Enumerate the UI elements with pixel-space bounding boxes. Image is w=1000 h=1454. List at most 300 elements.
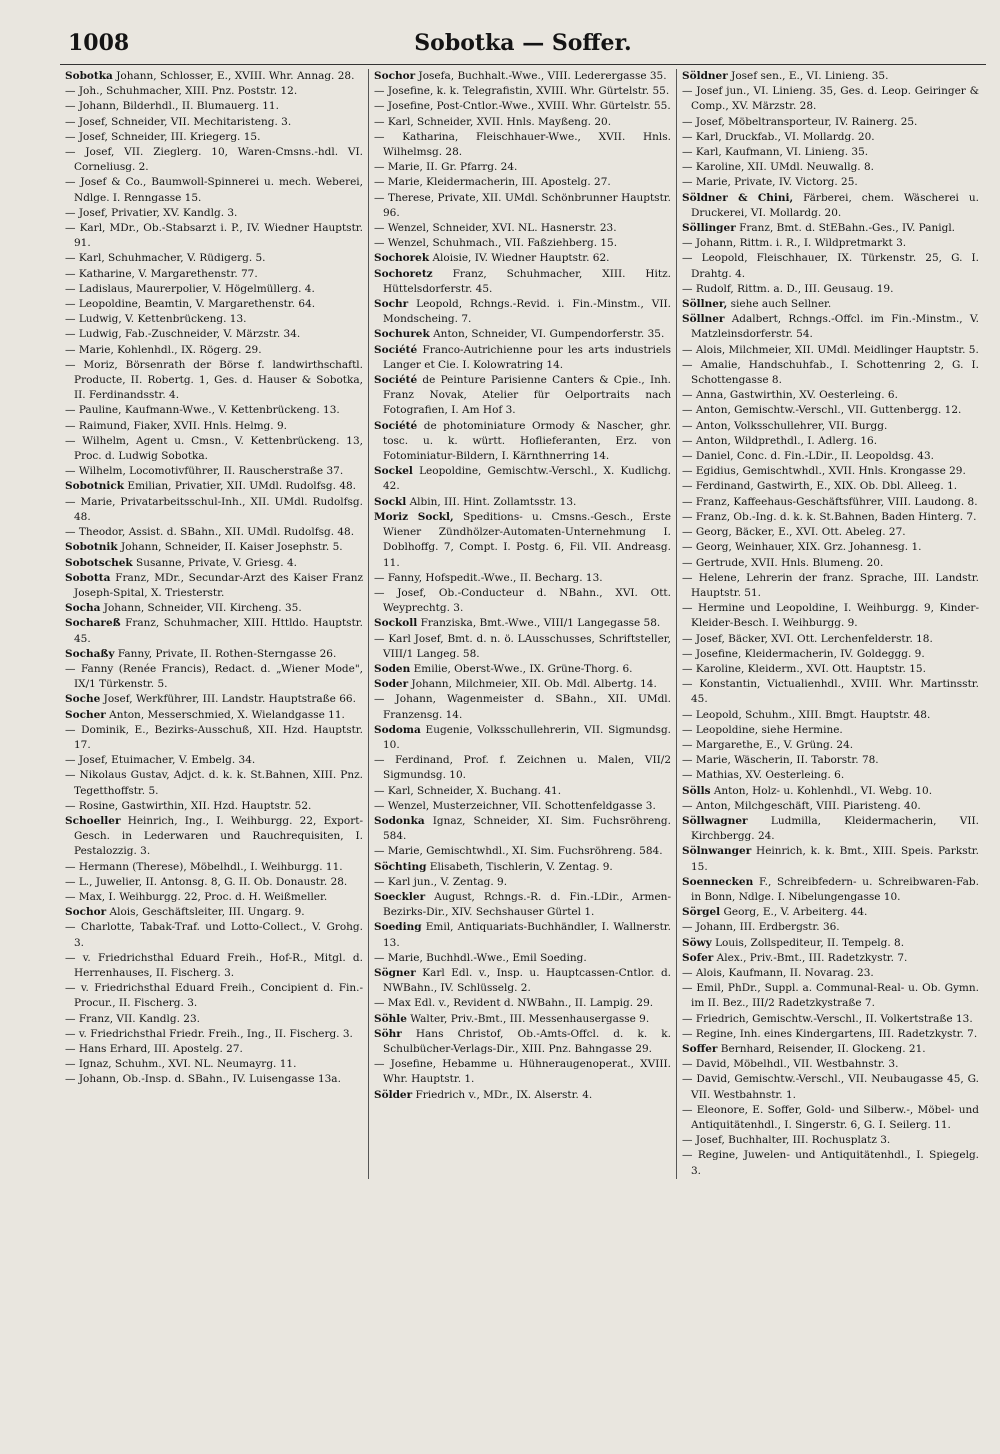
directory-entry — [374, 571, 671, 586]
directory-entry — [374, 464, 671, 494]
directory-entry — [682, 145, 979, 160]
entry-surname: Sögner — [374, 966, 416, 979]
entry-text: — Leopold, Schuhm., XIII. Bmgt. Hauptstr. 48. — [682, 708, 931, 721]
column-2 — [368, 69, 676, 1179]
directory-entry — [65, 267, 363, 282]
entry-text: — Josef jun., VI. Linieng. 35, Ges. d. Leop. Geiringer & Comp., XV. Märzstr. 28. — [682, 85, 979, 113]
entry-text: — Marie, Gemischtwhdl., XI. Sim. Fuchsröhreng. 584. — [374, 845, 663, 858]
directory-entry — [65, 130, 363, 145]
directory-entry — [682, 464, 979, 479]
directory-entry — [65, 890, 363, 905]
directory-entry — [374, 1057, 671, 1087]
entry-text: — Karl, Schneider, X. Buchang. 41. — [374, 784, 562, 797]
entry-surname: Sodonka — [374, 814, 425, 827]
entry-text: — Ferdinand, Gastwirth, E., XIX. Ob. Dbl. Alleeg. 1. — [682, 480, 958, 493]
entry-surname: Sochaßy — [65, 647, 115, 660]
directory-entry — [682, 449, 979, 464]
entry-text: — v. Friedrichsthal Friedr. Freih., Ing., II. Fischerg. 3. — [65, 1027, 353, 1040]
directory-entry — [682, 358, 979, 388]
entry-surname: Sölder — [374, 1088, 413, 1101]
entry-text: Leopold, Rchngs.-Revid. i. Fin.-Minstm., VII. Mondscheing. 7. — [383, 298, 671, 326]
directory-entry — [374, 799, 671, 814]
directory-entry — [65, 647, 363, 662]
directory-entry — [374, 586, 671, 616]
entry-text: — Max Edl. v., Revident d. NWBahn., II. Lampig. 29. — [374, 997, 654, 1010]
entry-surname: Société — [374, 374, 418, 387]
directory-entry — [682, 662, 979, 677]
entry-text: — Anton, Milchgeschäft, VIII. Piaristeng. 40. — [682, 799, 921, 812]
entry-text: — Marie, Private, IV. Victorg. 25. — [682, 176, 858, 189]
entry-text: — Raimund, Fiaker, XVII. Hnls. Helmg. 9. — [65, 419, 287, 432]
directory-entry — [682, 69, 979, 84]
entry-text: — Leopold, Fleischhauer, IX. Türkenstr. 25, G. I. Drahtg. 4. — [682, 252, 979, 280]
entry-text: — Katharina, Fleischhauer-Wwe., XVII. Hnls. Wilhelmsg. 28. — [374, 130, 671, 159]
directory-entry — [374, 130, 671, 160]
entry-text: Hans Christof, Ob.-Amts-Offcl. d. k. k. Schulbücher-Verlags-Dir., XIII. Pnz. Bahngasse 29. — [383, 1027, 671, 1055]
directory-entry — [65, 495, 363, 525]
entry-text: Emilie, Oberst-Wwe., IX. Grüne-Thorg. 6. — [413, 662, 633, 675]
directory-entry — [374, 69, 671, 84]
entry-text: de Peinture Parisienne Canters & Cpie., Inh. Franz Novak, Atelier für Oelportraits nach Fotografien, I. Am Hof 3. — [383, 374, 672, 417]
entry-text: Aloisie, IV. Wiedner Hauptstr. 62. — [432, 252, 610, 265]
directory-entry — [682, 768, 979, 783]
entry-surname: Söldner & Chini, — [682, 191, 794, 204]
entry-text: — Anton, Volksschullehrer, VII. Burgg. — [682, 419, 888, 432]
entry-text: — Friedrich, Gemischtw.-Verschl., II. Volkertstraße 13. — [682, 1012, 973, 1025]
directory-entry — [374, 115, 671, 130]
directory-entry — [65, 145, 363, 175]
directory-entry — [682, 1042, 979, 1057]
entry-text: Walter, Priv.-Bmt., III. Messenhausergasse 9. — [410, 1012, 650, 1025]
entry-text: Louis, Zollspediteur, II. Tempelg. 8. — [715, 936, 905, 949]
entry-surname: Söldner — [682, 70, 728, 82]
entry-text: Franz, Bmt. d. StEBahn.-Ges., IV. Panigl. — [739, 222, 956, 235]
entry-text: Emil, Antiquariats-Buchhändler, I. Wallnerstr. 13. — [383, 921, 671, 949]
directory-entry — [374, 951, 671, 966]
directory-entry — [682, 297, 979, 312]
directory-entry — [374, 221, 671, 236]
directory-entry — [682, 1057, 979, 1072]
entry-text: — Wilhelm, Locomotivführer, II. Rauscherstraße 37. — [65, 465, 344, 478]
entry-text: — David, Gemischtw.-Verschl., VII. Neubaugasse 45, G. VII. Westbahnstr. 1. — [682, 1073, 979, 1101]
directory-entry — [682, 403, 979, 418]
entry-text: — Johann, Wagenmeister d. SBahn., XII. UMdl. Franzensg. 14. — [374, 693, 671, 721]
entry-text: — Rosine, Gastwirthin, XII. Hzd. Hauptstr. 52. — [65, 799, 312, 812]
entry-text: — Wenzel, Schuhmach., VII. Faßziehberg. 15. — [374, 237, 618, 250]
entry-surname: Sockel — [374, 465, 413, 478]
entry-text: — Josef, Buchhalter, III. Rochusplatz 3. — [682, 1134, 891, 1147]
entry-text: — David, Möbelhdl., VII. Westbahnstr. 3. — [682, 1058, 899, 1071]
directory-entry — [682, 419, 979, 434]
directory-entry — [65, 434, 363, 464]
entry-text: Albin, III. Hint. Zollamtsstr. 13. — [409, 495, 577, 508]
entry-text: Emilian, Privatier, XII. UMdl. Rudolfsg. 48. — [127, 480, 357, 493]
directory-entry — [682, 84, 979, 114]
entry-text: — v. Friedrichsthal Eduard Freih., Hof-R., Mitgl. d. Herrenhauses, II. Fischerg. 3. — [65, 951, 363, 979]
entry-surname: Socher — [65, 708, 106, 721]
entry-text: — v. Friedrichsthal Eduard Freih., Concipient d. Fin.-Procur., II. Fischerg. 3. — [65, 982, 363, 1010]
entry-text: — Karl, Kaufmann, VI. Linieng. 35. — [682, 146, 869, 159]
entry-text: — Ludwig, Fab.-Zuschneider, V. Märzstr. 34. — [65, 328, 301, 341]
entry-text: — Max, I. Weihburgg. 22, Proc. d. H. Weißmeller. — [65, 890, 328, 903]
entry-text: Karl Edl. v., Insp. u. Hauptcassen-Cntlor. d. NWBahn., IV. Schlüsselg. 2. — [383, 966, 671, 995]
entry-text: — Nikolaus Gustav, Adjct. d. k. k. St.Bahnen, XIII. Pnz. Tegetthoffstr. 5. — [65, 769, 363, 797]
entry-text: — Fanny (Renée Francis), Redact. d. „Wiener Mode", IX/1 Türkenstr. 5. — [65, 662, 363, 691]
directory-entry — [682, 1072, 979, 1102]
directory-entry — [682, 160, 979, 175]
directory-entry — [682, 784, 979, 799]
directory-entry — [65, 951, 363, 981]
directory-entry — [65, 571, 363, 601]
entry-text: — Georg, Weinhauer, XIX. Grz. Johannesg. 1. — [682, 541, 922, 554]
directory-entry — [65, 860, 363, 875]
entry-text: — Marie, Privatarbeitsschul-Inh., XII. UMdl. Rudolfsg. 48. — [65, 495, 363, 523]
entry-text: Franz, Schuhmacher, XIII. Hitz. Hüttelsdorferstr. 45. — [383, 267, 671, 295]
directory-entry — [65, 525, 363, 540]
entry-surname: Sochoretz — [374, 267, 433, 280]
entry-surname: Sobotka — [65, 70, 113, 82]
entry-text: — Theodor, Assist. d. SBahn., XII. UMdl. Rudolfsg. 48. — [65, 526, 355, 539]
entry-text: — Anton, Wildprethdl., I. Adlerg. 16. — [682, 434, 878, 447]
entry-text: Heinrich, k. k. Bmt., XIII. Speis. Parkstr. 15. — [691, 845, 980, 873]
entry-text: — Karl, Schneider, XVII. Hnls. Mayßeng. 20. — [374, 115, 612, 128]
entry-text: Franz, MDr., Secundar-Arzt des Kaiser Franz Joseph-Spital, X. Triesterstr. — [74, 571, 363, 599]
directory-entry — [65, 358, 363, 404]
entry-text: — Charlotte, Tabak-Traf. und Lotto-Collect., V. Grohg. 3. — [65, 921, 363, 949]
entry-surname: Société — [374, 343, 418, 356]
entry-text: — Josef, Möbeltransporteur, IV. Rainerg. 25. — [682, 115, 918, 128]
entry-text: — Katharine, V. Margarethenstr. 77. — [65, 267, 258, 280]
entry-text: — Ferdinand, Prof. f. Zeichnen u. Malen, VII/2 Sigmundsg. 10. — [374, 754, 671, 782]
directory-entry — [682, 312, 979, 342]
entry-text: — Karl Josef, Bmt. d. n. ö. LAusschusses, Schriftsteller, VIII/1 Langeg. 58. — [374, 632, 671, 660]
entry-text: — Johann, Bilderhdl., II. Blumauerg. 11. — [65, 100, 279, 113]
directory-entry — [682, 115, 979, 130]
entry-text: — Ladislaus, Maurerpolier, V. Högelmüllerg. 4. — [65, 282, 315, 295]
directory-entry — [65, 297, 363, 312]
entry-text: Johann, Schlosser, E., XVIII. Whr. Annag. 28. — [116, 70, 355, 82]
directory-entry — [682, 191, 979, 221]
directory-entry — [65, 662, 363, 692]
directory-entry — [65, 540, 363, 555]
entry-text: Eugenie, Volksschullehrerin, VII. Sigmundsg. 10. — [383, 723, 671, 751]
directory-entry — [682, 708, 979, 723]
entry-text: Susanne, Private, V. Griesg. 4. — [136, 556, 297, 569]
directory-entry — [682, 799, 979, 814]
entry-text: — Alois, Milchmeier, XII. UMdl. Meidlinger Hauptstr. 5. — [682, 343, 979, 356]
directory-entry — [65, 479, 363, 494]
entry-surname: Söllner — [682, 313, 725, 326]
directory-entry — [682, 1103, 979, 1133]
directory-entry — [65, 69, 363, 84]
column-3 — [676, 69, 984, 1179]
entry-text: — Josef, Schneider, VII. Mechitaristeng. 3. — [65, 115, 292, 128]
directory-entry — [374, 160, 671, 175]
directory-entry — [374, 99, 671, 114]
directory-entry — [682, 844, 979, 874]
directory-entry — [65, 920, 363, 950]
entry-text: — Georg, Bäcker, E., XVI. Ott. Abeleg. 27. — [682, 526, 906, 539]
directory-entry — [65, 419, 363, 434]
directory-entry — [65, 175, 363, 205]
entry-text: — Josefine, Kleidermacherin, IV. Goldeggg. 9. — [682, 647, 925, 660]
entry-text: — Konstantin, Victualienhdl., XVIII. Whr. Martinsstr. 45. — [682, 678, 979, 706]
entry-text: F., Schreibfedern- u. Schreibwaren-Fab. in Bonn, Ndlge. I. Nibelungengasse 10. — [691, 875, 979, 903]
directory-entry — [374, 996, 671, 1011]
entry-text: Heinrich, Ing., I. Weihburgg. 22, Export-Gesch. in Lederwaren und Rauchrequisiten, I. Pestalozzig. 3. — [74, 814, 363, 858]
directory-entry — [374, 662, 671, 677]
directory-entry — [65, 799, 363, 814]
entry-text: — Therese, Private, XII. UMdl. Schönbrunner Hauptstr. 96. — [374, 191, 671, 219]
directory-entry — [682, 495, 979, 510]
directory-entry — [374, 677, 671, 692]
directory-entry — [682, 677, 979, 707]
directory-entry — [65, 251, 363, 266]
entry-text: Josef sen., E., VI. Linieng. 35. — [731, 70, 889, 82]
entry-text: de photominiature Ormody & Nascher, ghr. tosc. u. k. württ. Hoflieferanten, Erz. von Fotominiatur-Bildern, I. Kärnthnerring 14. — [383, 419, 671, 463]
entry-text: — Josef & Co., Baumwoll-Spinnerei u. mech. Weberei, Ndlge. I. Renngasse 15. — [65, 176, 363, 204]
entry-text: Leopoldine, Gemischtw.-Verschl., X. Kudlichg. 42. — [383, 465, 671, 493]
entry-surname: Söllinger — [682, 222, 736, 235]
entry-text: — Amalie, Handschuhfab., I. Schottenring 2, G. I. Schottengasse 8. — [682, 358, 979, 387]
directory-entry — [682, 647, 979, 662]
directory-entry — [374, 692, 671, 722]
entry-text: Ignaz, Schneider, XI. Sim. Fuchsröhreng. 584. — [383, 814, 671, 843]
directory-entry — [374, 191, 671, 221]
entry-text: — Josef, Schneider, III. Kriegerg. 15. — [65, 130, 261, 143]
entry-text: — Moriz, Börsenrath der Börse f. landwirthschaftl. Producte, II. Robertg. 1, Ges. d. Hauser & Sobotka, II. Ferdinandsstr. 4. — [65, 358, 363, 402]
directory-entry — [374, 84, 671, 99]
entry-text: — Regine, Inh. eines Kindergartens, III. Radetzkystr. 7. — [682, 1027, 978, 1040]
directory-entry — [682, 510, 979, 525]
entry-text: — Pauline, Kaufmann-Wwe., V. Kettenbrückeng. 13. — [65, 404, 340, 417]
entry-text: Josef, Werkführer, III. Landstr. Hauptstraße 66. — [103, 693, 356, 706]
directory-entry — [374, 784, 671, 799]
directory-entry — [65, 616, 363, 646]
directory-entry — [65, 464, 363, 479]
directory-entry — [65, 115, 363, 130]
entry-text: Johann, Schneider, II. Kaiser Josephstr. 5. — [121, 541, 343, 554]
directory-entry — [65, 768, 363, 798]
entry-text: Franziska, Bmt.-Wwe., VIII/1 Langegasse 58. — [420, 617, 661, 630]
directory-entry — [65, 723, 363, 753]
entry-surname: Söwy — [682, 936, 712, 949]
directory-entry — [682, 905, 979, 920]
directory-entry — [65, 708, 363, 723]
directory-entry — [682, 1012, 979, 1027]
entry-surname: Société — [374, 419, 418, 432]
entry-surname: Sockoll — [374, 617, 418, 630]
entry-text: — Anton, Gemischtw.-Verschl., VII. Guttenbergg. 12. — [682, 404, 962, 417]
entry-text: August, Rchngs.-R. d. Fin.-LDir., Armen-Bezirks-Dir., XIV. Sechshauser Gürtel 1. — [383, 890, 671, 919]
directory-entry — [682, 1133, 979, 1148]
entry-text: — Hans Erhard, III. Apostelg. 27. — [65, 1043, 243, 1055]
entry-surname: Sochor — [65, 906, 107, 919]
entry-text: Alex., Priv.-Bmt., III. Radetzkystr. 7. — [716, 951, 908, 964]
directory-entry — [65, 99, 363, 114]
entry-text: — Wilhelm, Agent u. Cmsn., V. Kettenbrückeng. 13, Proc. d. Ludwig Sobotka. — [65, 434, 363, 463]
entry-text: — Karl, Druckfab., VI. Mollardg. 20. — [682, 130, 875, 143]
directory-entry — [374, 510, 671, 571]
directory-entry — [682, 981, 979, 1011]
entry-surname: Sochor — [374, 70, 416, 82]
directory-entry — [682, 1027, 979, 1042]
directory-entry — [65, 327, 363, 342]
directory-entry — [374, 1027, 671, 1057]
entry-surname: Söllner, — [682, 298, 728, 311]
running-head: Sobotka — Soffer. — [414, 30, 632, 56]
entry-text: — Josef, Privatier, XV. Kandlg. 3. — [65, 206, 238, 219]
directory-entry — [65, 312, 363, 327]
entry-text: Franz, Schuhmacher, XIII. Httldo. Hauptstr. 45. — [74, 617, 363, 645]
entry-text: — Wenzel, Schneider, XVI. NL. Hasnerstr. 23. — [374, 222, 617, 235]
directory-entry — [682, 343, 979, 358]
entry-text: — Josef, Ob.-Conducteur d. NBahn., XVI. Ott. Weyprechtg. 3. — [374, 586, 671, 615]
directory-entry — [374, 844, 671, 859]
entry-text: — Joh., Schuhmacher, XIII. Pnz. Poststr. 12. — [65, 85, 298, 98]
entry-text: Ludmilla, Kleidermacherin, VII. Kirchbergg. 24. — [691, 814, 979, 843]
entry-text: Alois, Geschäftsleiter, III. Ungarg. 9. — [109, 906, 305, 919]
directory-entry — [65, 221, 363, 251]
directory-entry — [65, 282, 363, 297]
entry-text: Georg, E., V. Arbeiterg. 44. — [723, 906, 868, 919]
entry-text: Johann, Milchmeier, XII. Ob. Mdl. Albertg. 14. — [411, 678, 657, 691]
directory-entry — [682, 175, 979, 190]
directory-entry — [374, 236, 671, 251]
entry-surname: Soder — [374, 678, 409, 691]
directory-entry — [682, 479, 979, 494]
entry-text: — Franz, VII. Kandlg. 23. — [65, 1012, 200, 1025]
entry-text: — Josefine, Hebamme u. Hühneraugenoperat., XVIII. Whr. Hauptstr. 1. — [374, 1058, 671, 1086]
directory-entry — [374, 723, 671, 753]
entry-text: — Hermine und Leopoldine, I. Weihburgg. 9, Kinder-Kleider-Besch. I. Weihburgg. 9. — [682, 602, 979, 630]
directory-entry — [65, 814, 363, 860]
directory-entry — [374, 297, 671, 327]
entry-text: — Gertrude, XVII. Hnls. Blumeng. 20. — [682, 556, 884, 569]
entry-surname: Söllwagner — [682, 814, 748, 827]
directory-entry — [682, 814, 979, 844]
entry-surname: Sochorek — [374, 252, 430, 265]
page-number: 1008 — [68, 30, 130, 56]
entry-text: — Hermann (Therese), Möbelhdl., I. Weihburgg. 11. — [65, 860, 343, 873]
entry-text: — Emil, PhDr., Suppl. a. Communal-Real- u. Ob. Gymn. im II. Bez., III/2 Radetzkystraße 7. — [682, 982, 979, 1010]
entry-text: — Josef, VII. Zieglerg. 10, Waren-Cmsns.-hdl. VI. Corneliusg. 2. — [65, 146, 363, 174]
directory-entry — [682, 936, 979, 951]
directory-entry — [65, 343, 363, 358]
directory-entry — [682, 388, 979, 403]
entry-surname: Sobotschek — [65, 556, 133, 569]
entry-text: — Johann, Rittm. i. R., I. Wildpretmarkt 3. — [682, 237, 907, 250]
entry-text: — Johann, III. Erdbergstr. 36. — [682, 921, 840, 934]
entry-text: — Eleonore, E. Soffer, Gold- und Silberw.-, Möbel- und Antiquitätenhdl., I. Singerstr. 6, G. I. Seilerg. 11. — [682, 1103, 979, 1132]
entry-text: Friedrich v., MDr., IX. Alserstr. 4. — [415, 1088, 593, 1101]
directory-entry — [374, 875, 671, 890]
entry-text: — Marie, Wäscherin, II. Taborstr. 78. — [682, 754, 879, 767]
entry-text: Johann, Schneider, VII. Kircheng. 35. — [103, 602, 302, 615]
directory-entry — [65, 601, 363, 616]
directory-entry — [374, 267, 671, 297]
entry-text: Anton, Messerschmied, X. Wielandgasse 11. — [109, 708, 345, 721]
directory-entry — [374, 327, 671, 342]
entry-text: — Ludwig, V. Kettenbrückeng. 13. — [65, 313, 247, 326]
directory-entry — [682, 282, 979, 297]
entry-text: — Karl jun., V. Zentag. 9. — [374, 875, 508, 888]
entry-text: Anton, Holz- u. Kohlenhdl., VI. Webg. 10. — [713, 784, 933, 797]
entry-text: — Franz, Kaffeehaus-Geschäftsführer, VIII. Laudong. 8. — [682, 495, 978, 508]
directory-entry — [682, 875, 979, 905]
entry-text: — Marie, Buchhdl.-Wwe., Emil Soeding. — [374, 951, 587, 964]
entry-surname: Soennecken — [682, 875, 754, 888]
entry-text: — Leopoldine, Beamtin, V. Margarethenstr. 64. — [65, 298, 316, 311]
entry-text: — Marie, Kleidermacherin, III. Apostelg. 27. — [374, 176, 611, 189]
directory-entry — [374, 860, 671, 875]
entry-surname: Soeckler — [374, 890, 426, 903]
entry-surname: Sobotta — [65, 571, 111, 584]
directory-entry — [374, 495, 671, 510]
entry-surname: Soffer — [682, 1043, 718, 1055]
directory-entry — [682, 525, 979, 540]
entry-text: — Margarethe, E., V. Grüng. 24. — [682, 738, 854, 751]
entry-surname: Söhr — [374, 1027, 402, 1040]
entry-text: — Karl, MDr., Ob.-Stabsarzt i. P., IV. Wiedner Hauptstr. 91. — [65, 222, 363, 250]
page-header — [60, 26, 986, 65]
entry-surname: Moriz Sockl, — [374, 510, 454, 523]
entry-text: — Daniel, Conc. d. Fin.-LDir., II. Leopoldsg. 43. — [682, 450, 934, 463]
directory-entry — [374, 419, 671, 465]
entry-text: — Johann, Ob.-Insp. d. SBahn., IV. Luisengasse 13a. — [65, 1073, 341, 1086]
entry-text: — L., Juwelier, II. Antonsg. 8, G. II. Ob. Donaustr. 28. — [65, 875, 348, 888]
directory-entry — [374, 1088, 671, 1103]
directory-entry — [682, 632, 979, 647]
entry-text: siehe auch Sellner. — [730, 298, 832, 311]
entry-text: — Anna, Gastwirthin, XV. Oesterleing. 6. — [682, 389, 898, 402]
directory-entry — [374, 373, 671, 419]
entry-text: Elisabeth, Tischlerin, V. Zentag. 9. — [429, 860, 613, 873]
entry-text: — Karl, Schuhmacher, V. Rüdigerg. 5. — [65, 252, 266, 265]
entry-text: — Josefine, Post-Cntlor.-Wwe., XVIII. Whr. Gürtelstr. 55. — [374, 100, 671, 113]
directory-entry — [65, 981, 363, 1011]
directory-entry — [374, 966, 671, 996]
entry-text: Josefa, Buchhalt.-Wwe., VIII. Lederergasse 35. — [418, 70, 667, 82]
entry-text: — Josefine, k. k. Telegrafistin, XVIII. Whr. Gürtelstr. 55. — [374, 85, 670, 98]
entry-surname: Socha — [65, 602, 101, 615]
directory-entry — [65, 84, 363, 99]
entry-text: — Josef, Bäcker, XVI. Ott. Lerchenfelderstr. 18. — [682, 632, 933, 645]
directory-entry — [65, 1057, 363, 1072]
entry-text: — Helene, Lehrerin der franz. Sprache, III. Landstr. Hauptstr. 51. — [682, 571, 979, 599]
directory-entry — [374, 890, 671, 920]
entry-surname: Söhle — [374, 1012, 407, 1025]
entry-text: — Mathias, XV. Oesterleing. 6. — [682, 769, 845, 782]
entry-text: Färberei, chem. Wäscherei u. Druckerei, VI. Mollardg. 20. — [691, 191, 979, 219]
directory-entry — [65, 1072, 363, 1087]
directory-entry — [65, 875, 363, 890]
entry-text: Bernhard, Reisender, II. Glockeng. 21. — [720, 1043, 926, 1055]
entry-text: — Franz, Ob.-Ing. d. k. k. St.Bahnen, Baden Hinterg. 7. — [682, 510, 977, 523]
entry-text: Anton, Schneider, VI. Gumpendorferstr. 35. — [433, 328, 665, 341]
directory-entry — [682, 1148, 979, 1178]
entry-text: Fanny, Private, II. Rothen-Sterngasse 26. — [117, 647, 337, 660]
entry-text: — Egidius, Gemischtwhdl., XVII. Hnls. Krongasse 29. — [682, 465, 966, 478]
entry-text: — Ignaz, Schuhm., XVI. NL. Neumayrg. 11. — [65, 1058, 297, 1071]
entry-surname: Sobotnik — [65, 541, 118, 554]
entry-text: — Alois, Kaufmann, II. Novarag. 23. — [682, 966, 874, 979]
entry-surname: Sofer — [682, 951, 714, 964]
entry-text: — Wenzel, Musterzeichner, VII. Schottenfeldgasse 3. — [374, 799, 656, 812]
directory-entry — [682, 434, 979, 449]
directory-entry — [65, 1042, 363, 1057]
entry-surname: Sochurek — [374, 328, 430, 341]
